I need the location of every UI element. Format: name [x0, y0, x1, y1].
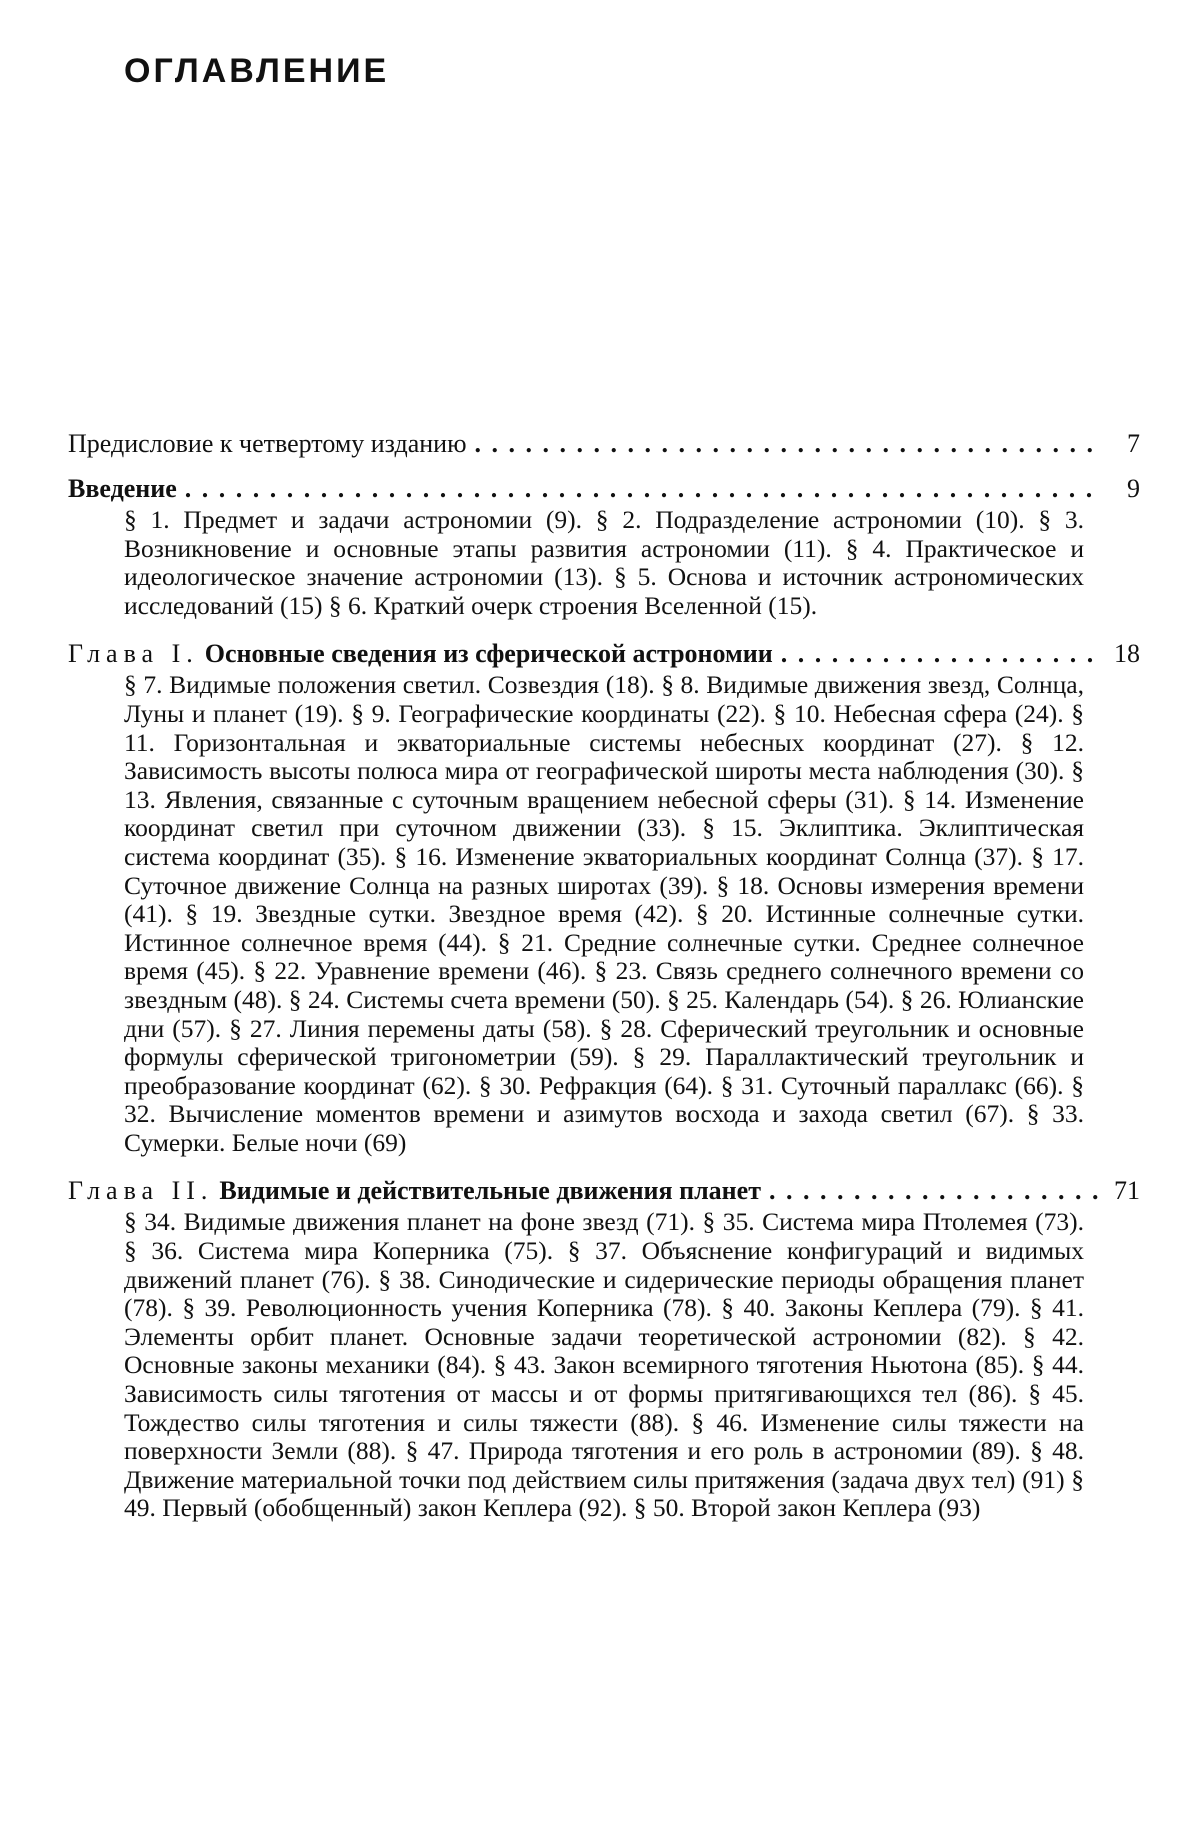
entry-heading: Предисловие к четвертому изданию — [68, 429, 467, 458]
entry-sections: § 1. Предмет и задачи астрономии (9). § 2. Подразделение астрономии (10). § 3. Возникновение и основные этапы развития астрономии (11). § 4. Практическое и идеологическое значение астрономии (13). § 5. Основа и источник астрономических исследований (15) § 6. Краткий очерк строения Вселенной (15). — [124, 505, 1084, 620]
entry-heading: Видимые и действительные движения планет — [219, 1176, 761, 1206]
toc-entry-head — [68, 1173, 1140, 1208]
entry-sections: § 34. Видимые движения планет на фоне звезд (71). § 35. Система мира Птолемея (73). § 36. Система мира Коперника (75). § 37. Объяснение конфигураций и видимых движений планет (76). § 38. Синодические и сидерические периоды обращения планет (78). § 39. Революционность учения Коперника (78). § 40. Законы Кеплера (79). § 41. Элементы орбит планет. Основные задачи теоретической астрономии (82). § 42. Основные законы механики (84). § 43. Закон всемирного тяготения Ньютона (85). § 44. Зависимость силы тяготения от массы и от формы притягивающихся тел (86). § 45. Тождество силы тяготения и силы тяжести (88). § 46. Изменение силы тяжести на поверхности Земли (88). § 47. Природа тяготения и его роль в астрономии (89). § 48. Движение материальной точки под действием силы притяжения (задача двух тел) (91) § 49. Первый (обобщенный) закон Кеплера (92). § 50. Второй закон Кеплера (93) — [124, 1207, 1084, 1523]
toc-entry-head — [68, 636, 1140, 671]
page-title: ОГЛАВЛЕНИЕ — [124, 52, 390, 90]
page-number: 18 — [1114, 639, 1140, 669]
dot-leader — [781, 636, 1098, 671]
page-number: 9 — [1127, 474, 1140, 503]
toc-entry-introduction — [68, 471, 1140, 620]
entry-sections: § 7. Видимые положения светил. Созвездия (18). § 8. Видимые движения звезд, Солнца, Луны и планет (19). § 9. Географические координаты (22). § 10. Небесная сфера (24). § 11. Горизонтальная и экваториальные системы небесных координат (27). § 12. Зависимость высоты полюса мира от географической широты места наблюдения (30). § 13. Явления, связанные с суточным вращением небесной сферы (31). § 14. Изменение координат светил при суточном движении (33). § 15. Эклиптика. Эклиптическая система координат (35). § 16. Изменение экваториальных координат Солнца (37). § 17. Суточное движение Солнца на разных широтах (39). § 18. Основы измерения времени (41). § 19. Звездные сутки. Звездное время (42). § 20. Истинные солнечные сутки. Истинное солнечное время (44). § 21. Средние солнечные сутки. Среднее солнечное время (45). § 22. Уравнение времени (46). § 23. Связь среднего солнечного времени со звездным (48). § 24. Системы счета времени (50). § 25. Календарь (54). § 26. Юлианские дни (57). § 27. Линия перемены даты (58). § 28. Сферический треугольник и основные формулы сферической тригонометрии (59). § 29. Параллактический треугольник и преобразование координат (62). § 30. Рефракция (64). § 31. Суточный параллакс (66). § 32. Вычисление моментов времени и азимутов восхода и захода светил (67). § 33. Сумерки. Белые ночи (69) — [124, 670, 1084, 1157]
entry-heading: Основные сведения из сферической астрономии — [204, 639, 773, 669]
toc-entry-head — [68, 426, 1140, 461]
toc-entry-chapter-1 — [68, 636, 1140, 1157]
entry-heading: Введение — [68, 474, 177, 503]
table-of-contents — [68, 426, 1140, 1539]
toc-entry-preface — [68, 426, 1140, 461]
chapter-prefix: Глава II. — [68, 1176, 214, 1206]
dot-leader — [769, 1173, 1098, 1208]
page-number: 7 — [1127, 429, 1140, 458]
chapter-prefix: Глава I. — [68, 639, 199, 669]
dot-leader — [185, 471, 1098, 506]
dot-leader — [475, 426, 1098, 461]
toc-entry-head — [68, 471, 1140, 506]
toc-entry-chapter-2 — [68, 1173, 1140, 1523]
page-number: 71 — [1114, 1176, 1140, 1206]
